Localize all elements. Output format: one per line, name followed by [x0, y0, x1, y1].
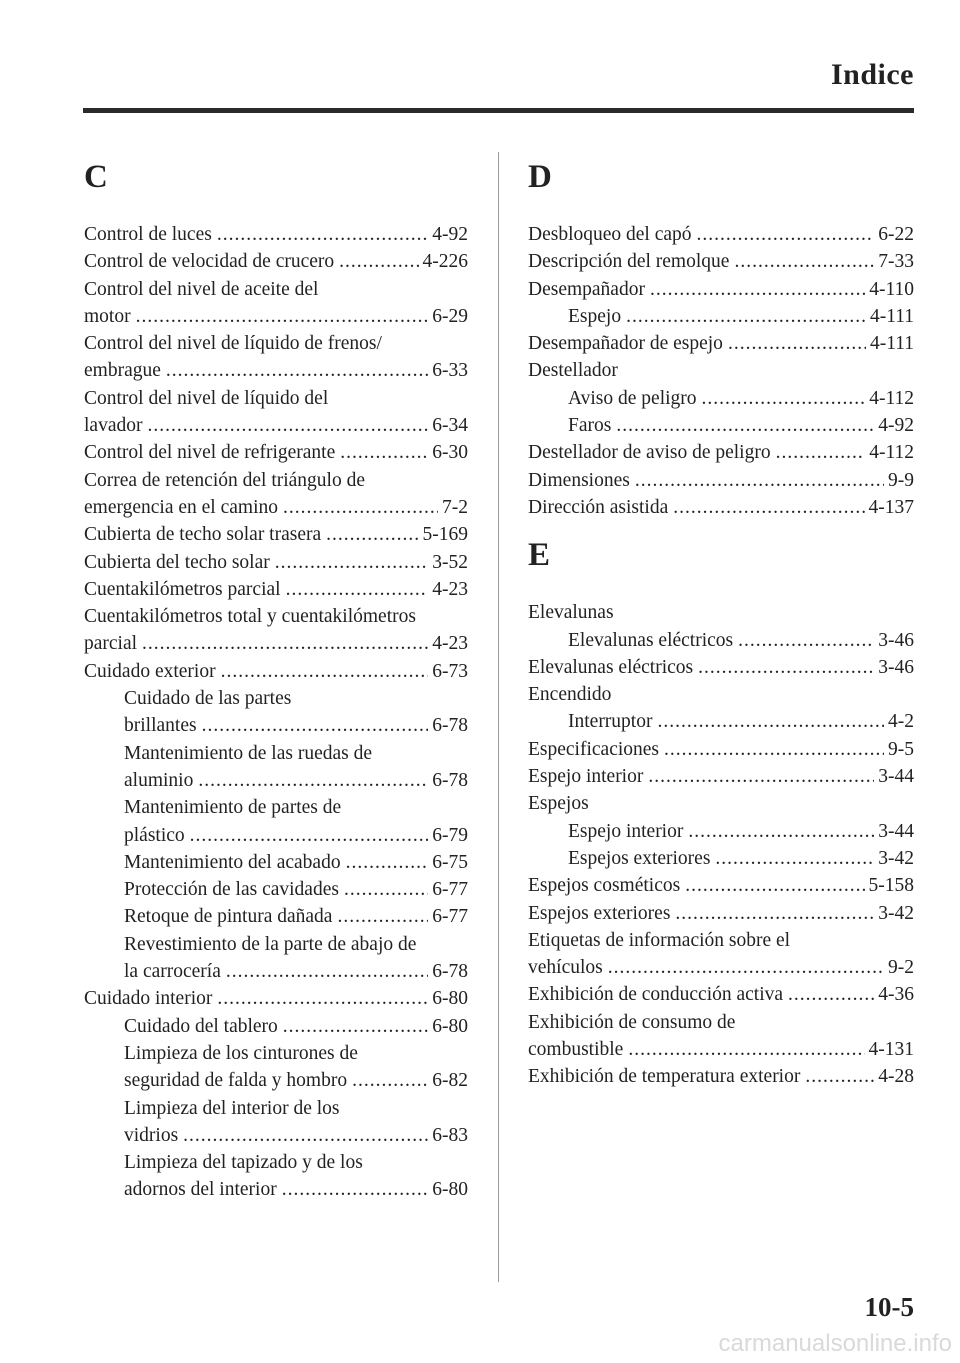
entry-page-ref: 6-78	[432, 961, 468, 983]
entry-page-ref: 7-33	[878, 251, 914, 273]
dot-leader	[286, 576, 429, 603]
entry-page-ref: 4-23	[432, 578, 468, 600]
dot-leader	[698, 654, 874, 681]
entry-page-ref: 4-36	[878, 984, 914, 1006]
index-subentry	[84, 822, 468, 849]
dot-leader	[283, 1013, 428, 1040]
dot-leader	[226, 958, 428, 985]
entry-text: Cubierta de techo solar trasera	[84, 524, 322, 546]
entry-text: motor	[84, 305, 131, 327]
section-letter-d: D	[528, 159, 552, 195]
index-entry	[528, 276, 914, 303]
index-entry	[528, 357, 914, 384]
entry-page-ref: 9-9	[888, 469, 914, 491]
dot-leader	[275, 549, 429, 576]
index-entry	[528, 599, 914, 626]
dot-leader	[282, 1176, 429, 1203]
page-title: Indice	[830, 58, 914, 91]
entry-page-ref: 4-111	[869, 333, 914, 355]
entry-text: Mantenimiento de partes de	[124, 797, 342, 819]
entry-text: Etiquetas de información sobre el	[528, 929, 791, 951]
index-entry	[528, 736, 914, 763]
index-entry	[528, 330, 914, 357]
entry-text: Espejo interior	[568, 820, 684, 842]
dot-leader	[697, 221, 875, 248]
entry-text: Elevalunas eléctricos	[568, 629, 734, 651]
dot-leader	[344, 876, 428, 903]
dot-leader	[626, 303, 866, 330]
entry-text: Espejo	[568, 305, 622, 327]
entry-page-ref: 3-46	[878, 656, 914, 678]
entry-text: Revestimiento de la parte de abajo de	[124, 933, 417, 955]
index-subentry	[84, 1149, 468, 1176]
entry-text: vidrios	[124, 1124, 179, 1146]
entry-text: Espejos exteriores	[568, 847, 711, 869]
entry-text: Descripción del remolque	[528, 251, 730, 273]
entry-page-ref: 6-77	[432, 879, 468, 901]
entry-page-ref: 3-42	[878, 847, 914, 869]
dot-leader	[734, 248, 874, 275]
entry-text: Control del nivel de líquido de frenos/	[84, 333, 382, 355]
watermark: carmanualsonline.info	[718, 1330, 952, 1357]
index-column-left	[84, 157, 468, 1204]
dot-leader	[190, 822, 429, 849]
dot-leader	[339, 248, 418, 275]
entry-text: Control del nivel de aceite del	[84, 278, 319, 300]
dot-leader	[650, 276, 865, 303]
entry-page-ref: 4-137	[868, 496, 914, 518]
index-subentry	[84, 931, 468, 958]
entry-text: Cuidado exterior	[84, 660, 216, 682]
index-entry	[528, 900, 914, 927]
index-entry	[528, 654, 914, 681]
page-number: 10-5	[864, 1292, 914, 1322]
entry-page-ref: 4-110	[869, 278, 914, 300]
entry-text: vehículos	[528, 957, 603, 979]
index-entry	[84, 576, 468, 603]
entry-page-ref: 5-158	[868, 875, 914, 897]
index-subentry	[84, 1040, 468, 1067]
entry-page-ref: 4-226	[422, 251, 468, 273]
index-entry	[528, 1036, 914, 1063]
entry-page-ref: 6-77	[432, 906, 468, 928]
dot-leader	[788, 981, 874, 1008]
entry-text: Cuidado de las partes	[124, 688, 292, 710]
index-entry	[84, 549, 468, 576]
entry-text: Dirección asistida	[528, 496, 669, 518]
index-entry	[528, 872, 914, 899]
entry-page-ref: 9-2	[888, 957, 914, 979]
dot-leader	[628, 1036, 864, 1063]
index-subentry	[84, 903, 468, 930]
entry-text: Destellador	[528, 360, 618, 382]
index-entry	[84, 357, 468, 384]
dot-leader	[728, 330, 866, 357]
entry-page-ref: 6-79	[432, 824, 468, 846]
index-entry	[84, 330, 468, 357]
entry-text: Desbloqueo del capó	[528, 224, 692, 245]
dot-leader	[283, 494, 438, 521]
entry-text: Desempañador	[528, 278, 645, 300]
entry-text: adornos del interior	[124, 1179, 277, 1201]
dot-leader	[346, 849, 429, 876]
index-entry	[84, 439, 468, 466]
entry-text: emergencia en el camino	[84, 496, 279, 518]
index-subentry	[84, 958, 468, 985]
index-subentry	[84, 1013, 468, 1040]
dot-leader	[326, 521, 418, 548]
entry-text: Elevalunas	[528, 602, 614, 624]
index-entry	[84, 658, 468, 685]
entry-text: Encendido	[528, 684, 612, 706]
entry-page-ref: 3-44	[878, 820, 914, 842]
dot-leader	[648, 763, 874, 790]
index-entry	[528, 790, 914, 817]
index-subentry	[84, 685, 468, 712]
entry-text: plástico	[124, 824, 185, 846]
entry-text: Espejo interior	[528, 766, 644, 788]
entry-text: Correa de retención del triángulo de	[84, 469, 366, 491]
entry-text: la carrocería	[124, 961, 221, 983]
entry-text: Cuentakilómetros parcial	[84, 578, 281, 600]
dot-leader	[136, 303, 429, 330]
entry-text: Faros	[568, 415, 612, 437]
index-entry	[528, 954, 914, 981]
index-subentry	[528, 818, 914, 845]
entry-text: Limpieza del interior de los	[124, 1097, 340, 1119]
entry-page-ref: 7-2	[442, 496, 468, 518]
dot-leader	[352, 1067, 428, 1094]
dot-leader	[142, 630, 428, 657]
entry-text: seguridad de falda y hombro	[124, 1070, 348, 1092]
index-entry	[84, 467, 468, 494]
index-entry	[528, 1063, 914, 1090]
entry-page-ref: 4-28	[878, 1066, 914, 1088]
entry-text: aluminio	[124, 769, 194, 791]
entry-page-ref: 6-75	[432, 851, 468, 873]
entry-page-ref: 4-2	[888, 711, 914, 733]
dot-leader	[657, 708, 884, 735]
entry-text: Aviso de peligro	[568, 387, 697, 409]
entry-page-ref: 6-80	[432, 1179, 468, 1201]
dot-leader	[608, 954, 884, 981]
header-rule	[83, 108, 914, 113]
entry-text: embrague	[84, 360, 161, 382]
entry-page-ref: 6-22	[878, 224, 914, 245]
entry-text: Limpieza del tapizado y de los	[124, 1152, 363, 1174]
index-entry	[84, 303, 468, 330]
dot-leader	[166, 357, 428, 384]
entry-text: Interruptor	[568, 711, 653, 733]
entry-page-ref: 6-73	[432, 660, 468, 682]
dot-leader	[685, 872, 864, 899]
entry-text: Desempañador de espejo	[528, 333, 723, 355]
entry-text: Cuidado del tablero	[124, 1015, 278, 1037]
index-entry	[528, 763, 914, 790]
dot-leader	[776, 439, 866, 466]
entry-page-ref: 3-44	[878, 766, 914, 788]
column-divider	[498, 152, 499, 1282]
entry-text: parcial	[84, 633, 138, 655]
index-entry	[528, 927, 914, 954]
entry-text: Limpieza de los cinturones de	[124, 1042, 358, 1064]
entry-text: Mantenimiento del acabado	[124, 851, 341, 873]
dot-leader	[635, 467, 884, 494]
index-entry	[84, 385, 468, 412]
dot-leader	[198, 767, 428, 794]
entry-page-ref: 6-29	[432, 305, 468, 327]
index-list-d	[528, 221, 914, 521]
index-entry	[84, 412, 468, 439]
index-entry	[528, 494, 914, 521]
entry-text: Espejos exteriores	[528, 902, 671, 924]
dot-leader	[664, 736, 884, 763]
index-entry	[528, 439, 914, 466]
index-subentry	[84, 849, 468, 876]
dot-leader	[702, 385, 866, 412]
dot-leader	[715, 845, 874, 872]
dot-leader	[217, 221, 428, 248]
index-entry	[528, 221, 914, 248]
section-letter-e: E	[528, 537, 551, 574]
index-entry	[84, 521, 468, 548]
index-subentry	[528, 627, 914, 654]
entry-text: Control de luces	[84, 224, 212, 245]
entry-page-ref: 3-42	[878, 902, 914, 924]
entry-page-ref: 6-34	[432, 415, 468, 437]
dot-leader	[147, 412, 428, 439]
index-entry	[528, 248, 914, 275]
index-subentry	[528, 385, 914, 412]
dot-leader	[675, 900, 874, 927]
dot-leader	[616, 412, 874, 439]
index-subentry	[84, 1095, 468, 1122]
entry-text: Dimensiones	[528, 469, 630, 491]
entry-page-ref: 6-83	[432, 1124, 468, 1146]
entry-page-ref: 4-92	[878, 415, 914, 437]
entry-text: Cubierta del techo solar	[84, 551, 270, 573]
index-entry	[528, 981, 914, 1008]
entry-text: Retoque de pintura dañada	[124, 906, 333, 928]
entry-text: Exhibición de temperatura exterior	[528, 1066, 801, 1088]
index-subentry	[84, 767, 468, 794]
entry-page-ref: 3-52	[432, 551, 468, 573]
index-subentry	[84, 794, 468, 821]
dot-leader	[183, 1122, 428, 1149]
entry-page-ref: 4-23	[432, 633, 468, 655]
index-subentry	[84, 876, 468, 903]
entry-text: Mantenimiento de las ruedas de	[124, 742, 373, 764]
dot-leader	[217, 985, 428, 1012]
index-subentry	[84, 1176, 468, 1203]
entry-page-ref: 6-30	[432, 442, 468, 464]
index-list-e	[528, 599, 914, 1090]
entry-page-ref: 5-169	[422, 524, 468, 546]
index-entry	[528, 681, 914, 708]
entry-page-ref: 6-82	[432, 1070, 468, 1092]
entry-page-ref: 6-78	[432, 769, 468, 791]
dot-leader	[688, 818, 874, 845]
entry-text: Exhibición de consumo de	[528, 1011, 736, 1033]
index-entry	[84, 248, 468, 275]
index-entry	[84, 603, 468, 630]
entry-text: brillantes	[124, 715, 197, 737]
entry-page-ref: 6-33	[432, 360, 468, 382]
entry-page-ref: 6-78	[432, 715, 468, 737]
entry-text: Especificaciones	[528, 738, 660, 760]
dot-leader	[337, 903, 428, 930]
index-subentry	[84, 1067, 468, 1094]
index-entry	[84, 494, 468, 521]
index-subentry	[528, 845, 914, 872]
index-entry	[84, 276, 468, 303]
entry-text: Espejos cosméticos	[528, 875, 681, 897]
entry-page-ref: 4-112	[869, 442, 914, 464]
index-subentry	[528, 303, 914, 330]
index-list-c	[84, 221, 468, 1204]
entry-text: Protección de las cavidades	[124, 879, 339, 901]
entry-page-ref: 3-46	[878, 629, 914, 651]
index-subentry	[528, 708, 914, 735]
entry-text: Control del nivel de refrigerante	[84, 442, 336, 464]
dot-leader	[805, 1063, 874, 1090]
dot-leader	[738, 627, 874, 654]
entry-page-ref: 6-80	[432, 1015, 468, 1037]
entry-text: combustible	[528, 1039, 624, 1061]
index-entry	[84, 985, 468, 1012]
index-entry	[84, 630, 468, 657]
entry-text: Cuentakilómetros total y cuentakilómetros	[84, 606, 416, 628]
entry-page-ref: 9-5	[888, 738, 914, 760]
index-subentry	[84, 1122, 468, 1149]
entry-text: lavador	[84, 415, 143, 437]
entry-text: Exhibición de conducción activa	[528, 984, 784, 1006]
index-column-right	[528, 157, 914, 1091]
entry-text: Control de velocidad de crucero	[84, 251, 335, 273]
index-subentry	[84, 740, 468, 767]
dot-leader	[673, 494, 864, 521]
index-entry	[528, 467, 914, 494]
dot-leader	[202, 712, 429, 739]
dot-leader	[340, 439, 428, 466]
entry-text: Espejos	[528, 793, 589, 815]
index-entry	[528, 1009, 914, 1036]
section-letter-c: C	[84, 159, 108, 195]
entry-page-ref: 4-111	[869, 305, 914, 327]
entry-page-ref: 4-131	[868, 1039, 914, 1061]
entry-page-ref: 4-92	[432, 224, 468, 245]
entry-text: Control del nivel de líquido del	[84, 387, 329, 409]
index-subentry	[84, 712, 468, 739]
entry-text: Elevalunas eléctricos	[528, 656, 694, 678]
entry-page-ref: 6-80	[432, 988, 468, 1010]
entry-text: Cuidado interior	[84, 988, 213, 1010]
dot-leader	[221, 658, 429, 685]
index-subentry	[528, 412, 914, 439]
entry-page-ref: 4-112	[869, 387, 914, 409]
entry-text: Destellador de aviso de peligro	[528, 442, 771, 464]
index-entry	[84, 221, 468, 248]
